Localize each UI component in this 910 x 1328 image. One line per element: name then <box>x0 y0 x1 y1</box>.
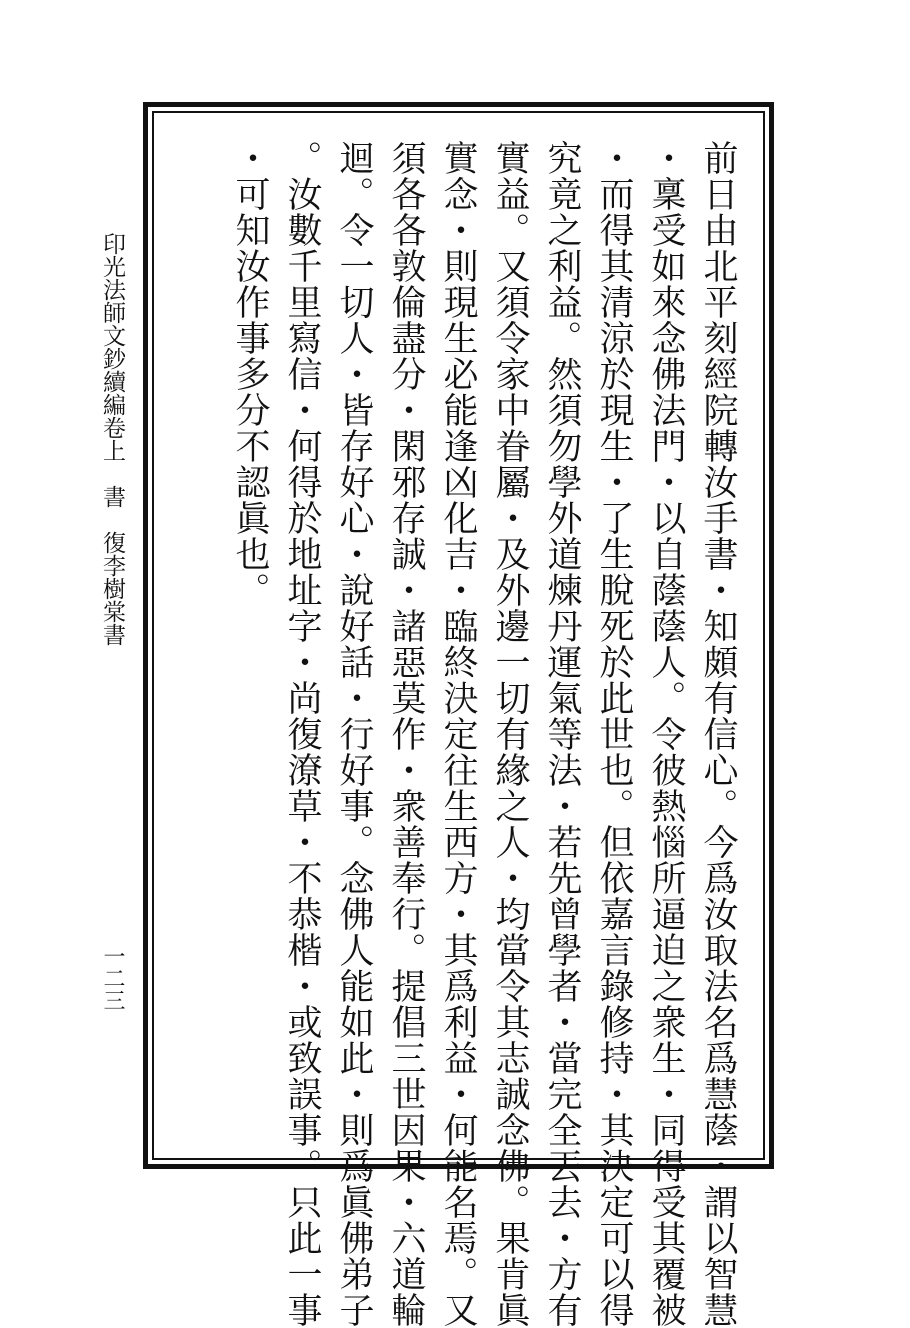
margin-title: 印光法師文鈔續編卷上 書 復李樹棠書 <box>99 232 125 646</box>
text-column-1: 前日由北平刻經院轉汝手書・知頗有信心。今爲汝取法名爲慧蔭・謂以智慧 <box>698 140 738 1328</box>
text-column-7: 須各各敦倫盡分・閑邪存誠・諸惡莫作・衆善奉行。提倡三世因果・六道輪 <box>386 140 426 1328</box>
text-column-6: 實念・則現生必能逢凶化吉・臨終決定往生西方・其爲利益・何能名焉。又 <box>438 140 478 1328</box>
text-column-3: ・而得其清涼於現生・了生脫死於此世也。但依嘉言錄修持・其決定可以得 <box>594 140 634 1328</box>
page-number: 一二三 <box>100 945 125 1011</box>
text-column-8: 迴。令一切人・皆存好心・說好話・行好事。念佛人能如此・則爲眞佛弟子 <box>334 140 374 1328</box>
text-column-9: 。汝數千里寫信・何得於地址字・尚復潦草・不恭楷・或致誤事。只此一事 <box>282 140 322 1328</box>
text-column-2: ・稟受如來念佛法門・以自蔭蔭人。令彼熱惱所逼迫之衆生・同得受其覆被 <box>646 140 686 1328</box>
text-column-10: ・可知汝作事多分不認眞也。 <box>230 140 270 608</box>
text-column-4: 究竟之利益。然須勿學外道煉丹運氣等法・若先曾學者・當完全丟去・方有 <box>542 140 582 1328</box>
text-column-5: 實益。又須令家中眷屬・及外邊一切有緣之人・均當令其志誠念佛。果肯眞 <box>490 140 530 1328</box>
